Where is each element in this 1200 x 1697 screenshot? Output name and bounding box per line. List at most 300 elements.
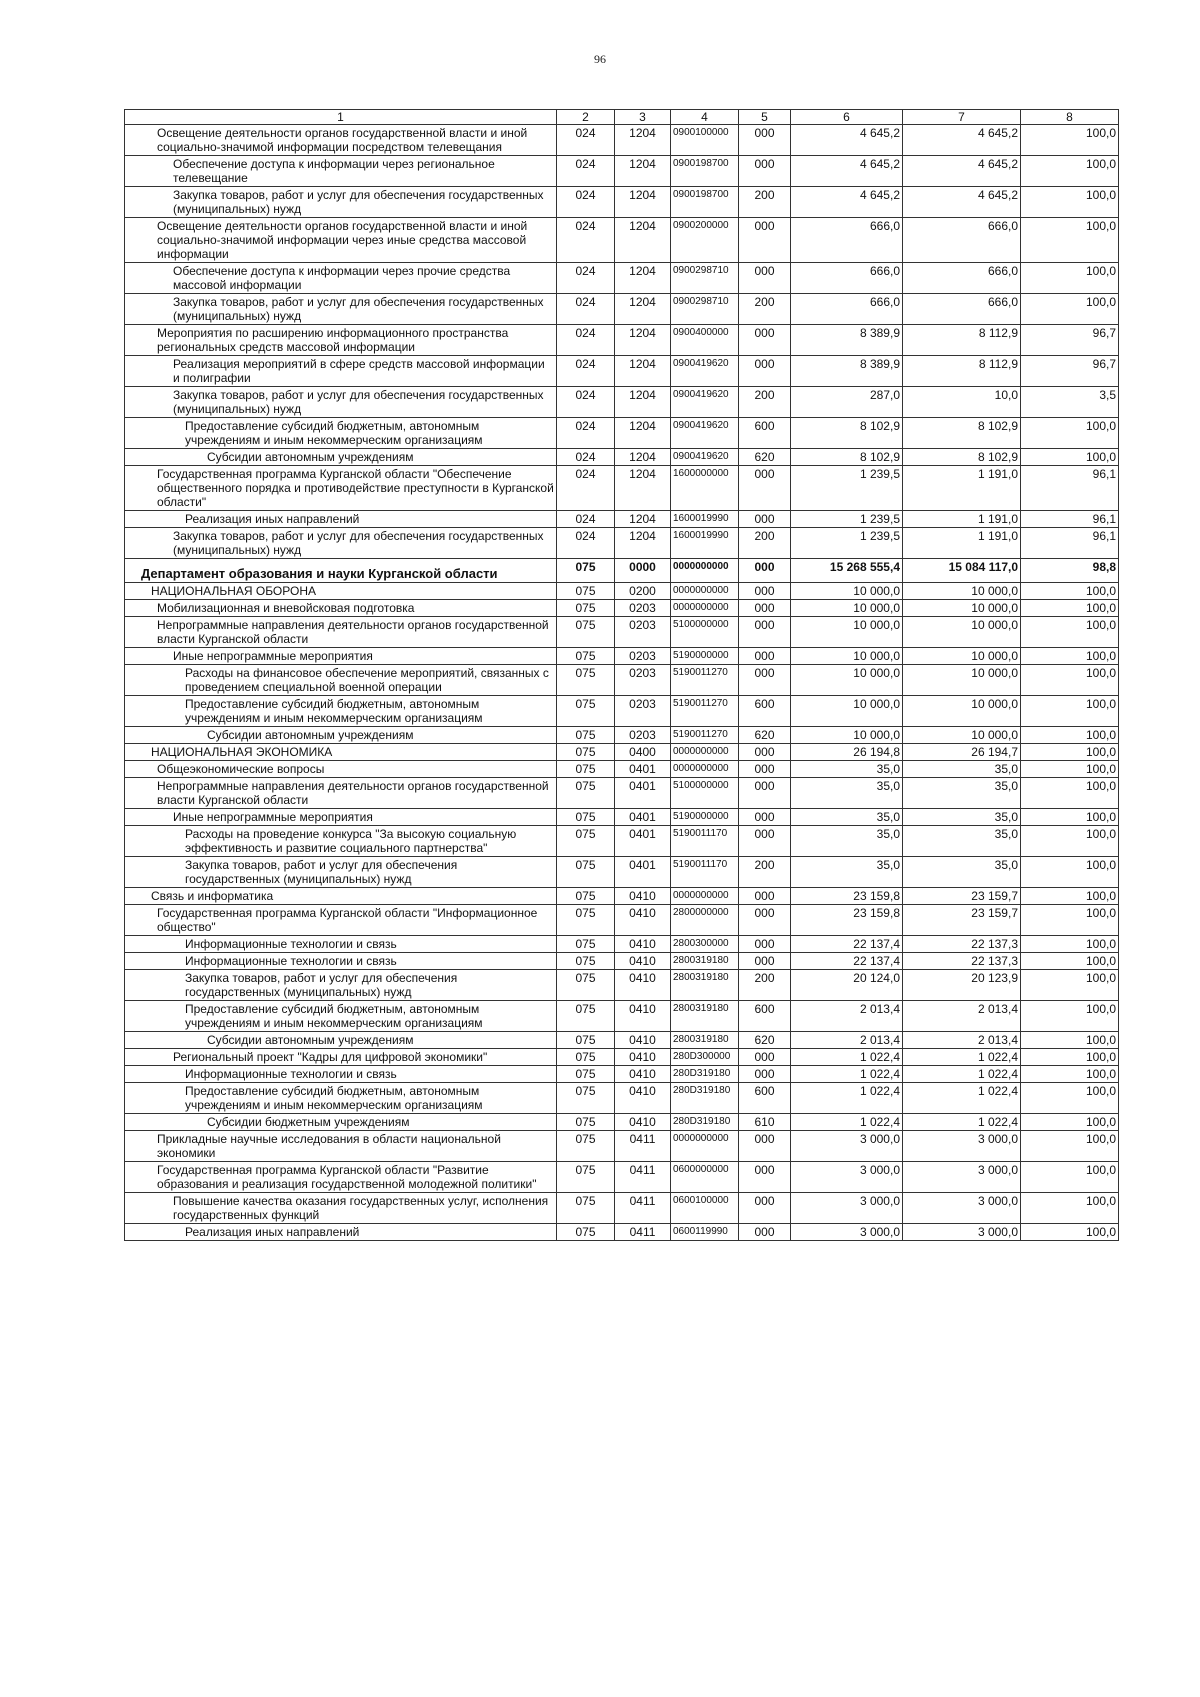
expense-type-code: 000 <box>739 778 791 809</box>
expense-type-code: 200 <box>739 387 791 418</box>
row-description: Субсидии автономным учреждениям <box>125 449 557 466</box>
table-row <box>125 387 1119 418</box>
planned-amount: 22 137,4 <box>791 953 903 970</box>
execution-percent: 100,0 <box>1021 1131 1119 1162</box>
table-row <box>125 888 1119 905</box>
section-code: 0203 <box>615 727 671 744</box>
column-header: 5 <box>739 110 791 125</box>
admin-code: 024 <box>557 218 615 263</box>
section-code: 0410 <box>615 1049 671 1066</box>
section-code: 0411 <box>615 1193 671 1224</box>
planned-amount: 1 022,4 <box>791 1049 903 1066</box>
admin-code: 075 <box>557 1193 615 1224</box>
target-article-code: 0900298710 <box>671 294 739 325</box>
target-article-code: 0600119990 <box>671 1224 739 1241</box>
executed-amount: 35,0 <box>903 857 1021 888</box>
executed-amount: 20 123,9 <box>903 970 1021 1001</box>
planned-amount: 35,0 <box>791 857 903 888</box>
table-row <box>125 970 1119 1001</box>
table-row <box>125 187 1119 218</box>
table-row <box>125 905 1119 936</box>
execution-percent: 100,0 <box>1021 826 1119 857</box>
planned-amount: 1 239,5 <box>791 466 903 511</box>
row-description: Закупка товаров, работ и услуг для обеспечения государственных (муниципальных) нужд <box>125 857 557 888</box>
planned-amount: 3 000,0 <box>791 1131 903 1162</box>
executed-amount: 1 191,0 <box>903 528 1021 559</box>
execution-percent: 100,0 <box>1021 1083 1119 1114</box>
expense-type-code: 000 <box>739 1049 791 1066</box>
section-code: 1204 <box>615 156 671 187</box>
execution-percent: 100,0 <box>1021 936 1119 953</box>
admin-code: 075 <box>557 809 615 826</box>
table-row <box>125 727 1119 744</box>
execution-percent: 100,0 <box>1021 263 1119 294</box>
execution-percent: 100,0 <box>1021 156 1119 187</box>
planned-amount: 35,0 <box>791 761 903 778</box>
header-row <box>125 110 1119 125</box>
planned-amount: 35,0 <box>791 778 903 809</box>
expense-type-code: 200 <box>739 970 791 1001</box>
execution-percent: 100,0 <box>1021 1066 1119 1083</box>
section-code: 0411 <box>615 1224 671 1241</box>
execution-percent: 96,1 <box>1021 466 1119 511</box>
section-code: 1204 <box>615 418 671 449</box>
row-description: Непрограммные направления деятельности органов государственной власти Курганской области <box>125 617 557 648</box>
executed-amount: 3 000,0 <box>903 1162 1021 1193</box>
table-row <box>125 761 1119 778</box>
planned-amount: 35,0 <box>791 809 903 826</box>
execution-percent: 100,0 <box>1021 583 1119 600</box>
target-article-code: 1600019990 <box>671 528 739 559</box>
execution-percent: 100,0 <box>1021 449 1119 466</box>
row-description: Реализация иных направлений <box>125 511 557 528</box>
target-article-code: 1600019990 <box>671 511 739 528</box>
planned-amount: 8 102,9 <box>791 449 903 466</box>
section-code: 1204 <box>615 356 671 387</box>
section-code: 0410 <box>615 1066 671 1083</box>
section-code: 0410 <box>615 1114 671 1131</box>
planned-amount: 26 194,8 <box>791 744 903 761</box>
admin-code: 024 <box>557 263 615 294</box>
planned-amount: 4 645,2 <box>791 125 903 156</box>
column-header: 6 <box>791 110 903 125</box>
execution-percent: 100,0 <box>1021 665 1119 696</box>
section-code: 0410 <box>615 888 671 905</box>
admin-code: 075 <box>557 727 615 744</box>
admin-code: 075 <box>557 665 615 696</box>
executed-amount: 666,0 <box>903 218 1021 263</box>
section-code: 0000 <box>615 559 671 583</box>
row-description: НАЦИОНАЛЬНАЯ ОБОРОНА <box>125 583 557 600</box>
executed-amount: 35,0 <box>903 809 1021 826</box>
expense-type-code: 000 <box>739 156 791 187</box>
execution-percent: 100,0 <box>1021 1032 1119 1049</box>
section-code: 0410 <box>615 936 671 953</box>
section-code: 0410 <box>615 1001 671 1032</box>
execution-percent: 100,0 <box>1021 888 1119 905</box>
row-description: Закупка товаров, работ и услуг для обеспечения государственных (муниципальных) нужд <box>125 528 557 559</box>
target-article-code: 0900198700 <box>671 156 739 187</box>
section-code: 0400 <box>615 744 671 761</box>
table-row <box>125 826 1119 857</box>
execution-percent: 100,0 <box>1021 1162 1119 1193</box>
executed-amount: 22 137,3 <box>903 936 1021 953</box>
executed-amount: 10 000,0 <box>903 696 1021 727</box>
target-article-code: 5190011170 <box>671 857 739 888</box>
admin-code: 075 <box>557 617 615 648</box>
executed-amount: 22 137,3 <box>903 953 1021 970</box>
table-row <box>125 263 1119 294</box>
row-description: Государственная программа Курганской области "Обеспечение общественного порядка и противодействие преступности в Курганской области" <box>125 466 557 511</box>
table-row <box>125 1083 1119 1114</box>
expense-type-code: 000 <box>739 905 791 936</box>
admin-code: 024 <box>557 387 615 418</box>
section-code: 1204 <box>615 387 671 418</box>
target-article-code: 5100000000 <box>671 778 739 809</box>
expense-type-code: 000 <box>739 936 791 953</box>
table-row <box>125 1001 1119 1032</box>
execution-percent: 100,0 <box>1021 1114 1119 1131</box>
execution-percent: 100,0 <box>1021 648 1119 665</box>
target-article-code: 0000000000 <box>671 559 739 583</box>
target-article-code: 5190011270 <box>671 696 739 727</box>
executed-amount: 3 000,0 <box>903 1224 1021 1241</box>
row-description: Государственная программа Курганской области "Информационное общество" <box>125 905 557 936</box>
expense-type-code: 000 <box>739 125 791 156</box>
expense-type-code: 000 <box>739 1162 791 1193</box>
row-description: Освещение деятельности органов государственной власти и иной социально-значимой информации посредством телевещания <box>125 125 557 156</box>
table-row <box>125 449 1119 466</box>
row-description: Мобилизационная и вневойсковая подготовка <box>125 600 557 617</box>
admin-code: 024 <box>557 418 615 449</box>
expense-type-code: 000 <box>739 1224 791 1241</box>
admin-code: 075 <box>557 888 615 905</box>
target-article-code: 0900419620 <box>671 449 739 466</box>
planned-amount: 4 645,2 <box>791 187 903 218</box>
row-description: Иные непрограммные мероприятия <box>125 809 557 826</box>
section-code: 1204 <box>615 263 671 294</box>
admin-code: 075 <box>557 1224 615 1241</box>
target-article-code: 0000000000 <box>671 583 739 600</box>
executed-amount: 26 194,7 <box>903 744 1021 761</box>
section-code: 0411 <box>615 1131 671 1162</box>
planned-amount: 10 000,0 <box>791 617 903 648</box>
admin-code: 075 <box>557 1032 615 1049</box>
execution-percent: 100,0 <box>1021 857 1119 888</box>
execution-percent: 100,0 <box>1021 809 1119 826</box>
expense-type-code: 000 <box>739 953 791 970</box>
target-article-code: 1600000000 <box>671 466 739 511</box>
admin-code: 075 <box>557 696 615 727</box>
row-description: Повышение качества оказания государственных услуг, исполнения государственных функций <box>125 1193 557 1224</box>
executed-amount: 15 084 117,0 <box>903 559 1021 583</box>
execution-percent: 98,8 <box>1021 559 1119 583</box>
admin-code: 075 <box>557 648 615 665</box>
table-row <box>125 583 1119 600</box>
table-row <box>125 600 1119 617</box>
section-code: 1204 <box>615 218 671 263</box>
execution-percent: 96,7 <box>1021 356 1119 387</box>
table-row <box>125 511 1119 528</box>
expense-type-code: 000 <box>739 1066 791 1083</box>
table-row <box>125 356 1119 387</box>
admin-code: 024 <box>557 294 615 325</box>
planned-amount: 23 159,8 <box>791 888 903 905</box>
planned-amount: 10 000,0 <box>791 665 903 696</box>
admin-code: 024 <box>557 511 615 528</box>
expense-type-code: 000 <box>739 761 791 778</box>
expense-type-code: 000 <box>739 511 791 528</box>
execution-percent: 100,0 <box>1021 294 1119 325</box>
expense-type-code: 000 <box>739 888 791 905</box>
planned-amount: 15 268 555,4 <box>791 559 903 583</box>
section-code: 1204 <box>615 294 671 325</box>
admin-code: 075 <box>557 1114 615 1131</box>
row-description: Государственная программа Курганской области "Развитие образования и реализация государственной молодежной политики" <box>125 1162 557 1193</box>
executed-amount: 35,0 <box>903 761 1021 778</box>
planned-amount: 1 022,4 <box>791 1066 903 1083</box>
target-article-code: 2800319180 <box>671 1032 739 1049</box>
expense-type-code: 000 <box>739 809 791 826</box>
table-row <box>125 1162 1119 1193</box>
planned-amount: 1 239,5 <box>791 511 903 528</box>
table-row <box>125 1049 1119 1066</box>
execution-percent: 100,0 <box>1021 1001 1119 1032</box>
executed-amount: 10 000,0 <box>903 600 1021 617</box>
row-description: Информационные технологии и связь <box>125 1066 557 1083</box>
section-code: 1204 <box>615 325 671 356</box>
table-row <box>125 528 1119 559</box>
row-description: НАЦИОНАЛЬНАЯ ЭКОНОМИКА <box>125 744 557 761</box>
section-code: 0200 <box>615 583 671 600</box>
executed-amount: 1 022,4 <box>903 1083 1021 1114</box>
section-code: 1204 <box>615 125 671 156</box>
target-article-code: 5190011270 <box>671 665 739 696</box>
executed-amount: 4 645,2 <box>903 125 1021 156</box>
table-body <box>125 125 1119 1241</box>
planned-amount: 10 000,0 <box>791 600 903 617</box>
row-description: Обеспечение доступа к информации через региональное телевещание <box>125 156 557 187</box>
admin-code: 075 <box>557 778 615 809</box>
execution-percent: 100,0 <box>1021 1193 1119 1224</box>
executed-amount: 35,0 <box>903 826 1021 857</box>
row-description: Субсидии автономным учреждениям <box>125 727 557 744</box>
target-article-code: 5190011170 <box>671 826 739 857</box>
execution-percent: 96,1 <box>1021 528 1119 559</box>
executed-amount: 4 645,2 <box>903 187 1021 218</box>
expense-type-code: 620 <box>739 1032 791 1049</box>
page-number: 96 <box>594 52 606 66</box>
section-code: 1204 <box>615 511 671 528</box>
row-description: Закупка товаров, работ и услуг для обеспечения государственных (муниципальных) нужд <box>125 294 557 325</box>
column-header: 8 <box>1021 110 1119 125</box>
executed-amount: 10 000,0 <box>903 617 1021 648</box>
planned-amount: 666,0 <box>791 294 903 325</box>
target-article-code: 0600000000 <box>671 1162 739 1193</box>
planned-amount: 8 389,9 <box>791 356 903 387</box>
execution-percent: 100,0 <box>1021 125 1119 156</box>
target-article-code: 0900419620 <box>671 418 739 449</box>
table-row <box>125 617 1119 648</box>
execution-percent: 100,0 <box>1021 761 1119 778</box>
admin-code: 024 <box>557 325 615 356</box>
section-code: 0401 <box>615 761 671 778</box>
admin-code: 075 <box>557 583 615 600</box>
executed-amount: 1 022,4 <box>903 1049 1021 1066</box>
admin-code: 075 <box>557 1083 615 1114</box>
section-code: 0410 <box>615 953 671 970</box>
executed-amount: 3 000,0 <box>903 1131 1021 1162</box>
row-description: Реализация иных направлений <box>125 1224 557 1241</box>
table-row <box>125 809 1119 826</box>
target-article-code: 0000000000 <box>671 1131 739 1162</box>
executed-amount: 2 013,4 <box>903 1001 1021 1032</box>
planned-amount: 2 013,4 <box>791 1032 903 1049</box>
target-article-code: 0900400000 <box>671 325 739 356</box>
expense-type-code: 000 <box>739 1193 791 1224</box>
executed-amount: 4 645,2 <box>903 156 1021 187</box>
planned-amount: 1 022,4 <box>791 1114 903 1131</box>
expense-type-code: 000 <box>739 744 791 761</box>
executed-amount: 2 013,4 <box>903 1032 1021 1049</box>
target-article-code: 280D300000 <box>671 1049 739 1066</box>
admin-code: 075 <box>557 826 615 857</box>
expense-type-code: 000 <box>739 583 791 600</box>
expense-type-code: 000 <box>739 466 791 511</box>
expense-type-code: 200 <box>739 294 791 325</box>
row-description: Расходы на проведение конкурса "За высокую социальную эффективность и развитие социального партнерства" <box>125 826 557 857</box>
target-article-code: 0000000000 <box>671 600 739 617</box>
expense-type-code: 000 <box>739 1131 791 1162</box>
executed-amount: 1 191,0 <box>903 511 1021 528</box>
section-code: 0411 <box>615 1162 671 1193</box>
admin-code: 024 <box>557 449 615 466</box>
execution-percent: 100,0 <box>1021 905 1119 936</box>
admin-code: 075 <box>557 857 615 888</box>
target-article-code: 280D319180 <box>671 1066 739 1083</box>
row-description: Прикладные научные исследования в области национальной экономики <box>125 1131 557 1162</box>
row-description: Реализация мероприятий в сфере средств массовой информации и полиграфии <box>125 356 557 387</box>
table-row <box>125 418 1119 449</box>
planned-amount: 22 137,4 <box>791 936 903 953</box>
expense-type-code: 000 <box>739 826 791 857</box>
column-header: 3 <box>615 110 671 125</box>
planned-amount: 10 000,0 <box>791 648 903 665</box>
budget-table <box>124 109 1119 1241</box>
expense-type-code: 600 <box>739 1001 791 1032</box>
table-row <box>125 466 1119 511</box>
table-row <box>125 125 1119 156</box>
execution-percent: 100,0 <box>1021 600 1119 617</box>
section-code: 0401 <box>615 809 671 826</box>
expense-type-code: 200 <box>739 528 791 559</box>
target-article-code: 0000000000 <box>671 744 739 761</box>
table-row <box>125 1032 1119 1049</box>
execution-percent: 100,0 <box>1021 696 1119 727</box>
admin-code: 024 <box>557 187 615 218</box>
target-article-code: 2800319180 <box>671 953 739 970</box>
row-description: Закупка товаров, работ и услуг для обеспечения государственных (муниципальных) нужд <box>125 187 557 218</box>
planned-amount: 666,0 <box>791 218 903 263</box>
section-code: 0401 <box>615 857 671 888</box>
section-code: 1204 <box>615 528 671 559</box>
executed-amount: 8 112,9 <box>903 356 1021 387</box>
column-header: 4 <box>671 110 739 125</box>
execution-percent: 100,0 <box>1021 218 1119 263</box>
expense-type-code: 200 <box>739 857 791 888</box>
executed-amount: 666,0 <box>903 294 1021 325</box>
expense-type-code: 000 <box>739 218 791 263</box>
execution-percent: 100,0 <box>1021 1224 1119 1241</box>
table-row <box>125 156 1119 187</box>
planned-amount: 1 022,4 <box>791 1083 903 1114</box>
execution-percent: 100,0 <box>1021 617 1119 648</box>
row-description: Освещение деятельности органов государственной власти и иной социально-значимой информации через иные средства массовой информации <box>125 218 557 263</box>
section-code: 1204 <box>615 466 671 511</box>
planned-amount: 3 000,0 <box>791 1224 903 1241</box>
section-code: 1204 <box>615 187 671 218</box>
section-code: 0203 <box>615 648 671 665</box>
column-header: 7 <box>903 110 1021 125</box>
planned-amount: 4 645,2 <box>791 156 903 187</box>
planned-amount: 8 389,9 <box>791 325 903 356</box>
planned-amount: 35,0 <box>791 826 903 857</box>
execution-percent: 100,0 <box>1021 970 1119 1001</box>
row-description: Непрограммные направления деятельности органов государственной власти Курганской области <box>125 778 557 809</box>
execution-percent: 100,0 <box>1021 778 1119 809</box>
row-description: Расходы на финансовое обеспечение мероприятий, связанных с проведением специальной военной операции <box>125 665 557 696</box>
row-description: Закупка товаров, работ и услуг для обеспечения государственных (муниципальных) нужд <box>125 970 557 1001</box>
row-description: Обеспечение доступа к информации через прочие средства массовой информации <box>125 263 557 294</box>
admin-code: 075 <box>557 1001 615 1032</box>
executed-amount: 1 022,4 <box>903 1114 1021 1131</box>
executed-amount: 23 159,7 <box>903 905 1021 936</box>
execution-percent: 100,0 <box>1021 1049 1119 1066</box>
row-description: Закупка товаров, работ и услуг для обеспечения государственных (муниципальных) нужд <box>125 387 557 418</box>
admin-code: 075 <box>557 559 615 583</box>
row-description: Субсидии автономным учреждениям <box>125 1032 557 1049</box>
admin-code: 075 <box>557 1049 615 1066</box>
admin-code: 075 <box>557 1131 615 1162</box>
table-row <box>125 1193 1119 1224</box>
target-article-code: 0000000000 <box>671 888 739 905</box>
executed-amount: 35,0 <box>903 778 1021 809</box>
execution-percent: 96,1 <box>1021 511 1119 528</box>
expense-type-code: 000 <box>739 600 791 617</box>
target-article-code: 0600100000 <box>671 1193 739 1224</box>
target-article-code: 5190000000 <box>671 648 739 665</box>
row-description: Информационные технологии и связь <box>125 953 557 970</box>
table-row <box>125 936 1119 953</box>
section-code: 1204 <box>615 449 671 466</box>
row-description: Предоставление субсидий бюджетным, автономным учреждениям и иным некоммерческим организациям <box>125 1001 557 1032</box>
executed-amount: 1 022,4 <box>903 1066 1021 1083</box>
table-row <box>125 953 1119 970</box>
expense-type-code: 620 <box>739 727 791 744</box>
expense-type-code: 600 <box>739 418 791 449</box>
table-row <box>125 1066 1119 1083</box>
table-row <box>125 696 1119 727</box>
target-article-code: 2800319180 <box>671 970 739 1001</box>
target-article-code: 2800300000 <box>671 936 739 953</box>
executed-amount: 3 000,0 <box>903 1193 1021 1224</box>
expense-type-code: 000 <box>739 263 791 294</box>
executed-amount: 666,0 <box>903 263 1021 294</box>
target-article-code: 0900419620 <box>671 356 739 387</box>
admin-code: 075 <box>557 905 615 936</box>
table-row <box>125 648 1119 665</box>
admin-code: 024 <box>557 125 615 156</box>
